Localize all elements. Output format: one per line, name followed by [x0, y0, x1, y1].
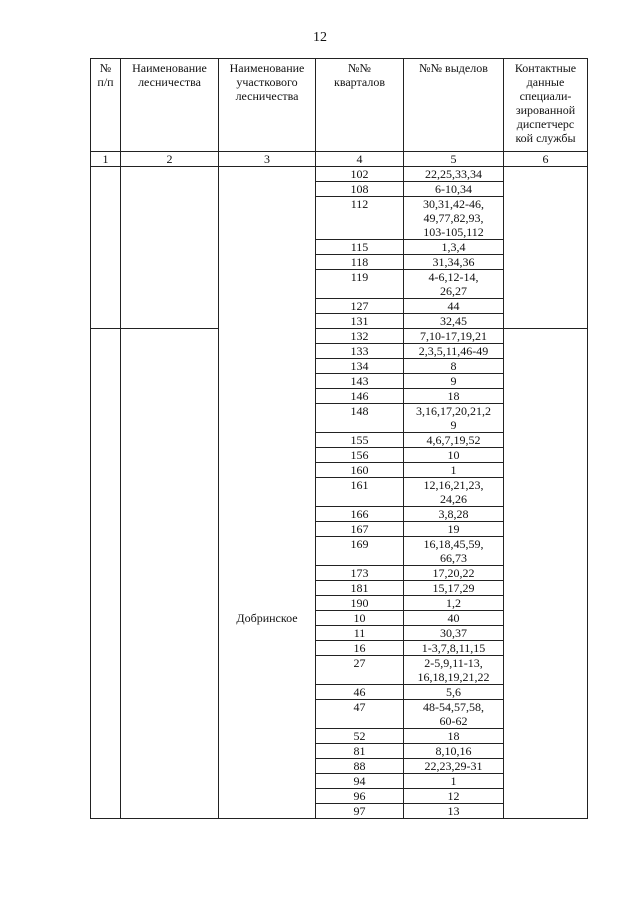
district-forestry-cell: [219, 774, 316, 789]
contacts-cell: [504, 197, 588, 240]
row-index-cell: [91, 507, 121, 522]
block-number-cell: 127: [316, 299, 404, 314]
forestry-name-cell: [121, 789, 219, 804]
plot-numbers-cell: 22,23,29-31: [404, 759, 504, 774]
forestry-name-cell: [121, 626, 219, 641]
contacts-cell: [504, 314, 588, 329]
district-forestry-cell: [219, 374, 316, 389]
contacts-cell: [504, 329, 588, 344]
column-number: 3: [219, 152, 316, 167]
row-index-cell: [91, 448, 121, 463]
row-index-cell: [91, 314, 121, 329]
table-row: [91, 197, 588, 240]
contacts-cell: [504, 433, 588, 448]
contacts-cell: [504, 729, 588, 744]
plot-numbers-cell: 1: [404, 463, 504, 478]
block-number-cell: 115: [316, 240, 404, 255]
plot-numbers-cell: 2-5,9,11-13, 16,18,19,21,22: [404, 656, 504, 685]
district-forestry-cell: [219, 344, 316, 359]
row-index-cell: [91, 759, 121, 774]
contacts-cell: [504, 656, 588, 685]
forestry-name-cell: [121, 448, 219, 463]
table-row: [91, 611, 588, 626]
district-forestry-cell: [219, 240, 316, 255]
column-number: 6: [504, 152, 588, 167]
forestry-name-cell: [121, 299, 219, 314]
forestry-name-cell: [121, 359, 219, 374]
block-number-cell: 102: [316, 167, 404, 182]
forestry-name-cell: [121, 804, 219, 819]
plot-numbers-cell: 1,2: [404, 596, 504, 611]
block-number-cell: 156: [316, 448, 404, 463]
forestry-name-cell: [121, 656, 219, 685]
row-index-cell: [91, 433, 121, 448]
row-index-cell: [91, 344, 121, 359]
plot-numbers-cell: 30,37: [404, 626, 504, 641]
row-index-cell: [91, 596, 121, 611]
row-index-cell: [91, 641, 121, 656]
forestry-name-cell: [121, 374, 219, 389]
plot-numbers-cell: 12: [404, 789, 504, 804]
district-forestry-cell: [219, 566, 316, 581]
contacts-cell: [504, 448, 588, 463]
contacts-cell: [504, 167, 588, 182]
contacts-cell: [504, 626, 588, 641]
block-number-cell: 148: [316, 404, 404, 433]
table-row: [91, 167, 588, 182]
column-number-row: [91, 152, 588, 167]
district-forestry-cell: [219, 596, 316, 611]
contacts-cell: [504, 374, 588, 389]
block-number-cell: 46: [316, 685, 404, 700]
table-row: [91, 596, 588, 611]
table-row: [91, 359, 588, 374]
block-number-cell: 112: [316, 197, 404, 240]
block-number-cell: 16: [316, 641, 404, 656]
district-forestry-cell: [219, 448, 316, 463]
row-index-cell: [91, 581, 121, 596]
block-number-cell: 131: [316, 314, 404, 329]
plot-numbers-cell: 31,34,36: [404, 255, 504, 270]
table-row: [91, 729, 588, 744]
forestry-name-cell: [121, 344, 219, 359]
header-blocks: №№ кварталов: [316, 59, 404, 152]
row-index-cell: [91, 789, 121, 804]
contacts-cell: [504, 537, 588, 566]
plot-numbers-cell: 1,3,4: [404, 240, 504, 255]
forestry-name-cell: [121, 197, 219, 240]
contacts-cell: [504, 463, 588, 478]
row-index-cell: [91, 729, 121, 744]
row-index-cell: [91, 240, 121, 255]
plot-numbers-cell: 44: [404, 299, 504, 314]
block-number-cell: 155: [316, 433, 404, 448]
contacts-cell: [504, 359, 588, 374]
plot-numbers-cell: 30,31,42-46, 49,77,82,93, 103-105,112: [404, 197, 504, 240]
forestry-name-cell: [121, 744, 219, 759]
header-index: № п/п: [91, 59, 121, 152]
block-number-cell: 132: [316, 329, 404, 344]
district-forestry-cell: [219, 641, 316, 656]
block-number-cell: 161: [316, 478, 404, 507]
forestry-name-cell: [121, 389, 219, 404]
row-index-cell: [91, 404, 121, 433]
plot-numbers-cell: 1-3,7,8,11,15: [404, 641, 504, 656]
block-number-cell: 47: [316, 700, 404, 729]
plot-numbers-cell: 16,18,45,59, 66,73: [404, 537, 504, 566]
district-forestry-cell: [219, 270, 316, 299]
forestry-name-cell: [121, 167, 219, 182]
table-row: [91, 537, 588, 566]
forestry-name-cell: [121, 774, 219, 789]
contacts-cell: [504, 255, 588, 270]
block-number-cell: 96: [316, 789, 404, 804]
column-number: 4: [316, 152, 404, 167]
plot-numbers-cell: 7,10-17,19,21: [404, 329, 504, 344]
contacts-cell: [504, 566, 588, 581]
table-row: [91, 255, 588, 270]
contacts-cell: [504, 389, 588, 404]
row-index-cell: [91, 804, 121, 819]
row-index-cell: [91, 374, 121, 389]
row-index-cell: [91, 537, 121, 566]
contacts-cell: [504, 774, 588, 789]
forestry-name-cell: [121, 566, 219, 581]
table-row: [91, 700, 588, 729]
block-number-cell: 119: [316, 270, 404, 299]
district-forestry-cell: [219, 656, 316, 685]
block-number-cell: 11: [316, 626, 404, 641]
contacts-cell: [504, 299, 588, 314]
table-row: [91, 329, 588, 344]
forestry-table: [90, 58, 588, 819]
plot-numbers-cell: 12,16,21,23, 24,26: [404, 478, 504, 507]
contacts-cell: [504, 804, 588, 819]
district-forestry-cell: [219, 299, 316, 314]
district-forestry-cell: [219, 759, 316, 774]
plot-numbers-cell: 18: [404, 729, 504, 744]
block-number-cell: 88: [316, 759, 404, 774]
contacts-cell: [504, 182, 588, 197]
table-row: [91, 566, 588, 581]
table-row: [91, 240, 588, 255]
forestry-name-cell: [121, 433, 219, 448]
block-number-cell: 118: [316, 255, 404, 270]
contacts-cell: [504, 744, 588, 759]
forestry-name-cell: [121, 182, 219, 197]
row-index-cell: [91, 700, 121, 729]
contacts-cell: [504, 507, 588, 522]
district-forestry-cell: [219, 581, 316, 596]
plot-numbers-cell: 1: [404, 774, 504, 789]
table-row: [91, 522, 588, 537]
district-forestry-cell: [219, 804, 316, 819]
contacts-cell: [504, 270, 588, 299]
contacts-cell: [504, 641, 588, 656]
forestry-name-cell: [121, 641, 219, 656]
plot-numbers-cell: 5,6: [404, 685, 504, 700]
table-row: [91, 804, 588, 819]
district-forestry-cell: [219, 789, 316, 804]
district-forestry-cell: [219, 507, 316, 522]
row-index-cell: [91, 685, 121, 700]
forestry-name-cell: [121, 255, 219, 270]
plot-numbers-cell: 13: [404, 804, 504, 819]
block-number-cell: 143: [316, 374, 404, 389]
plot-numbers-cell: 4,6,7,19,52: [404, 433, 504, 448]
plot-numbers-cell: 17,20,22: [404, 566, 504, 581]
block-number-cell: 94: [316, 774, 404, 789]
row-index-cell: [91, 182, 121, 197]
table-body: [91, 167, 588, 819]
plot-numbers-cell: 3,8,28: [404, 507, 504, 522]
plot-numbers-cell: 15,17,29: [404, 581, 504, 596]
block-number-cell: 52: [316, 729, 404, 744]
forestry-name-cell: [121, 478, 219, 507]
header-row: [91, 59, 588, 152]
forestry-name-cell: [121, 240, 219, 255]
header-plots: №№ выделов: [404, 59, 504, 152]
block-number-cell: 181: [316, 581, 404, 596]
forestry-name-cell: [121, 329, 219, 344]
forestry-name-cell: [121, 314, 219, 329]
block-number-cell: 10: [316, 611, 404, 626]
forestry-name-cell: [121, 522, 219, 537]
forestry-name-cell: [121, 507, 219, 522]
block-number-cell: 167: [316, 522, 404, 537]
row-index-cell: [91, 656, 121, 685]
row-index-cell: [91, 522, 121, 537]
row-index-cell: [91, 197, 121, 240]
table-row: [91, 299, 588, 314]
table-row: [91, 433, 588, 448]
plot-numbers-cell: 22,25,33,34: [404, 167, 504, 182]
block-number-cell: 27: [316, 656, 404, 685]
table-row: [91, 641, 588, 656]
table-row: [91, 463, 588, 478]
contacts-cell: [504, 240, 588, 255]
row-index-cell: [91, 270, 121, 299]
plot-numbers-cell: 9: [404, 374, 504, 389]
district-forestry-cell: [219, 537, 316, 566]
plot-numbers-cell: 18: [404, 389, 504, 404]
column-number: 2: [121, 152, 219, 167]
district-forestry-cell: [219, 167, 316, 182]
table-row: [91, 314, 588, 329]
row-index-cell: [91, 626, 121, 641]
contacts-cell: [504, 478, 588, 507]
district-forestry-cell: [219, 729, 316, 744]
block-number-cell: 146: [316, 389, 404, 404]
row-index-cell: [91, 463, 121, 478]
row-index-cell: [91, 389, 121, 404]
forestry-name-cell: [121, 463, 219, 478]
row-index-cell: [91, 478, 121, 507]
table-row: [91, 404, 588, 433]
district-forestry-cell: [219, 182, 316, 197]
column-number: 5: [404, 152, 504, 167]
table-row: [91, 789, 588, 804]
district-forestry-cell: [219, 433, 316, 448]
plot-numbers-cell: 6-10,34: [404, 182, 504, 197]
plot-numbers-cell: 4-6,12-14, 26,27: [404, 270, 504, 299]
contacts-cell: [504, 611, 588, 626]
contacts-cell: [504, 522, 588, 537]
district-forestry-cell: Добринское: [219, 611, 316, 626]
table-row: [91, 182, 588, 197]
plot-numbers-cell: 19: [404, 522, 504, 537]
header-contacts: Контактные данные специали- зированной диспетчерс кой службы: [504, 59, 588, 152]
contacts-cell: [504, 344, 588, 359]
plot-numbers-cell: 40: [404, 611, 504, 626]
forestry-name-cell: [121, 729, 219, 744]
district-forestry-cell: [219, 404, 316, 433]
district-forestry-cell: [219, 329, 316, 344]
table-row: [91, 581, 588, 596]
plot-numbers-cell: 3,16,17,20,21,2 9: [404, 404, 504, 433]
block-number-cell: 134: [316, 359, 404, 374]
table-row: [91, 774, 588, 789]
page-number: 12: [313, 30, 327, 45]
table-row: [91, 507, 588, 522]
block-number-cell: 97: [316, 804, 404, 819]
forestry-name-cell: [121, 270, 219, 299]
district-forestry-cell: [219, 478, 316, 507]
table-row: [91, 759, 588, 774]
row-index-cell: [91, 359, 121, 374]
contacts-cell: [504, 685, 588, 700]
forestry-name-cell: [121, 685, 219, 700]
table-row: [91, 448, 588, 463]
row-index-cell: [91, 167, 121, 182]
forestry-name-cell: [121, 404, 219, 433]
contacts-cell: [504, 404, 588, 433]
row-index-cell: [91, 611, 121, 626]
column-number: 1: [91, 152, 121, 167]
plot-numbers-cell: 8,10,16: [404, 744, 504, 759]
district-forestry-cell: [219, 522, 316, 537]
district-forestry-cell: [219, 359, 316, 374]
plot-numbers-cell: 2,3,5,11,46-49: [404, 344, 504, 359]
contacts-cell: [504, 700, 588, 729]
table-row: [91, 744, 588, 759]
block-number-cell: 108: [316, 182, 404, 197]
table-row: [91, 344, 588, 359]
district-forestry-cell: [219, 744, 316, 759]
header-forestry: Наименование лесничества: [121, 59, 219, 152]
district-forestry-cell: [219, 389, 316, 404]
table-row: [91, 626, 588, 641]
row-index-cell: [91, 774, 121, 789]
contacts-cell: [504, 596, 588, 611]
forestry-name-cell: [121, 581, 219, 596]
row-index-cell: [91, 299, 121, 314]
forestry-name-cell: [121, 537, 219, 566]
contacts-cell: [504, 789, 588, 804]
table-row: [91, 478, 588, 507]
district-forestry-cell: [219, 463, 316, 478]
table-row: [91, 389, 588, 404]
district-forestry-cell: [219, 685, 316, 700]
forestry-name-cell: [121, 759, 219, 774]
forestry-name-cell: [121, 596, 219, 611]
row-index-cell: [91, 329, 121, 344]
forestry-name-cell: [121, 700, 219, 729]
block-number-cell: 169: [316, 537, 404, 566]
district-forestry-cell: [219, 255, 316, 270]
row-index-cell: [91, 566, 121, 581]
forestry-name-cell: [121, 611, 219, 626]
district-forestry-cell: [219, 197, 316, 240]
header-district-forestry: Наименование участкового лесничества: [219, 59, 316, 152]
contacts-cell: [504, 581, 588, 596]
block-number-cell: 166: [316, 507, 404, 522]
plot-numbers-cell: 10: [404, 448, 504, 463]
block-number-cell: 190: [316, 596, 404, 611]
table-row: [91, 374, 588, 389]
block-number-cell: 81: [316, 744, 404, 759]
table-row: [91, 656, 588, 685]
plot-numbers-cell: 8: [404, 359, 504, 374]
plot-numbers-cell: 48-54,57,58, 60-62: [404, 700, 504, 729]
plot-numbers-cell: 32,45: [404, 314, 504, 329]
row-index-cell: [91, 744, 121, 759]
block-number-cell: 173: [316, 566, 404, 581]
table-row: [91, 270, 588, 299]
contacts-cell: [504, 759, 588, 774]
block-number-cell: 133: [316, 344, 404, 359]
district-forestry-cell: [219, 626, 316, 641]
row-index-cell: [91, 255, 121, 270]
table-row: [91, 685, 588, 700]
block-number-cell: 160: [316, 463, 404, 478]
district-forestry-cell: [219, 314, 316, 329]
district-forestry-cell: [219, 700, 316, 729]
